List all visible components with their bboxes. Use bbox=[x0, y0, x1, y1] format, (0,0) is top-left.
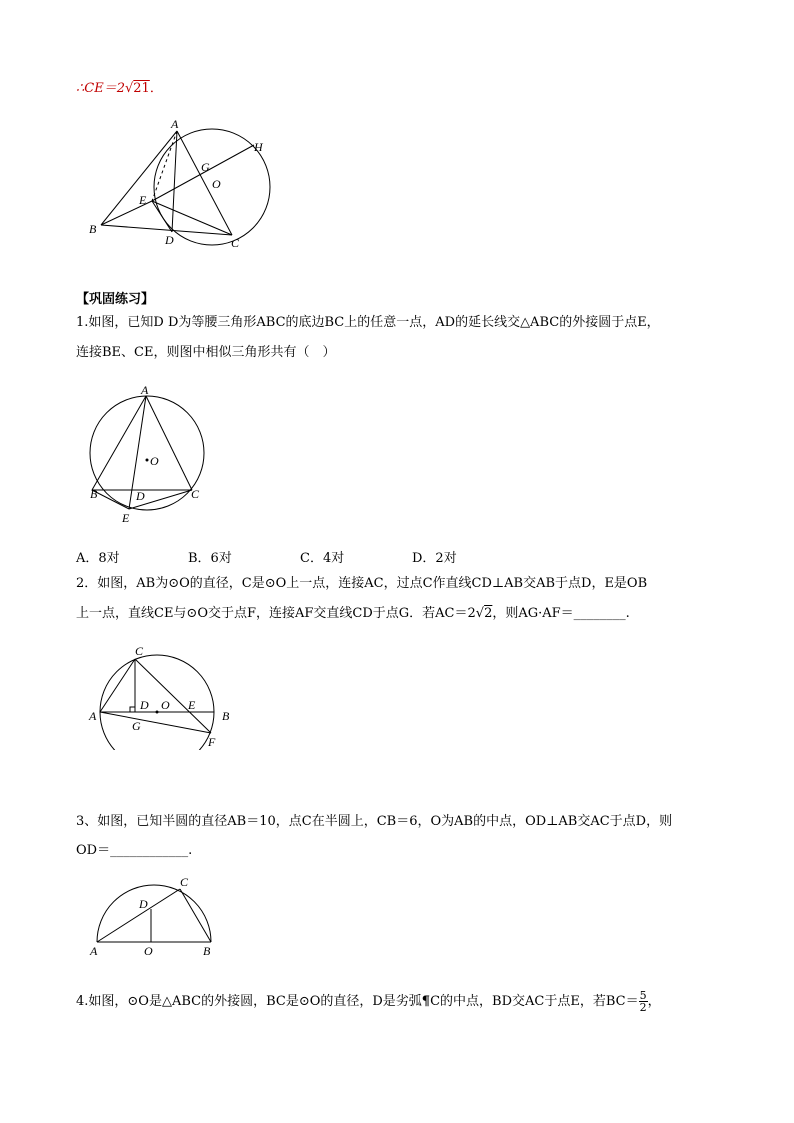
q2-line1: 2．如图，AB为⊙O的直径，C是⊙O上一点，连接AC，过点C作直线CD⊥AB交AB于点D，E是OB bbox=[76, 576, 648, 591]
fig3-label-C: C bbox=[135, 644, 144, 658]
fig2-circle bbox=[90, 396, 204, 510]
fig3-center-dot bbox=[156, 711, 159, 714]
fig3-label-O: O bbox=[161, 698, 170, 712]
fig2-label-D: D bbox=[136, 489, 145, 503]
fig3-label-B: B bbox=[222, 709, 230, 723]
q1-option-d: D．2对 bbox=[412, 551, 457, 566]
fig1-label-A: A bbox=[171, 117, 179, 131]
q4-fraction bbox=[639, 990, 648, 1013]
fig3-label-D: D bbox=[140, 698, 149, 712]
fig3-label-G: G bbox=[132, 719, 141, 733]
q4-line1 bbox=[76, 990, 661, 1013]
fig2-line-BE bbox=[92, 490, 129, 509]
q1-line1: 1.如图，已知D D为等腰三角形ABC的底边BC上的任意一点，AD的延长线交△ABC的外接圆于点E， bbox=[76, 315, 660, 330]
q2-line2-a: 上一点，直线CE与⊙O交于点F，连接AF交直线CD于点G．若AC＝2 bbox=[76, 606, 476, 621]
q2-radicand: 2 bbox=[484, 606, 493, 621]
result-prefix: ∴CE＝2 bbox=[76, 81, 125, 96]
fig2-center-dot bbox=[146, 459, 149, 462]
fig4-line-CB bbox=[180, 889, 211, 942]
fig3-line-AC bbox=[100, 659, 135, 712]
fig1-label-C: C bbox=[231, 236, 240, 250]
fig3-line-CF bbox=[135, 659, 211, 733]
fig4-label-D: D bbox=[139, 897, 148, 911]
q2-line2 bbox=[76, 605, 630, 623]
fig1-label-G: G bbox=[201, 160, 210, 174]
q4-line1-a: 4.如图，⊙O是△ABC的外接圆，BC是⊙O的直径，D是劣弧 bbox=[76, 994, 422, 1009]
figure-2 bbox=[84, 380, 214, 525]
fig1-label-D: D bbox=[165, 233, 174, 247]
fig1-label-O: O bbox=[212, 177, 221, 191]
fig1-label-E: E bbox=[139, 193, 147, 207]
section-title: 【巩固练习】 bbox=[76, 292, 155, 307]
fig3-label-A: A bbox=[89, 709, 97, 723]
fig4-label-C: C bbox=[180, 875, 189, 889]
result-radicand: 21 bbox=[133, 81, 150, 96]
q3-line2: OD＝____________. bbox=[76, 843, 193, 858]
fig1-line-AD bbox=[172, 131, 177, 232]
fig4-label-A: A bbox=[90, 944, 98, 958]
q4-line1-b: C的中点，BD交AC于点E，若BC＝ bbox=[430, 994, 639, 1009]
result-line bbox=[76, 80, 163, 98]
fig2-label-C: C bbox=[191, 487, 200, 501]
sqrt-symbol: √ bbox=[475, 606, 485, 621]
fig1-label-H: H bbox=[254, 140, 263, 154]
fig2-label-A: A bbox=[141, 383, 149, 397]
fig4-label-B: B bbox=[203, 944, 211, 958]
sqrt-symbol: √ bbox=[124, 81, 134, 96]
q4-line1-c: ， bbox=[647, 994, 661, 1009]
fig3-label-E: E bbox=[188, 698, 196, 712]
figure-3 bbox=[86, 640, 236, 750]
fig3-circle bbox=[100, 655, 214, 750]
q1-line2: 连接BE、CE，则图中相似三角形共有（ ） bbox=[76, 345, 336, 360]
fig3-label-F: F bbox=[208, 735, 216, 749]
fig2-label-B: B bbox=[90, 487, 98, 501]
fig3-line-AF bbox=[100, 712, 211, 733]
q4-frac-num: 5 bbox=[639, 989, 647, 1002]
q1-option-c: C．4对 bbox=[300, 551, 345, 566]
q1-option-a: A．8对 bbox=[76, 551, 120, 566]
fig1-line-AB bbox=[101, 131, 177, 225]
q4-frac-den: 2 bbox=[639, 1001, 647, 1014]
fig3-right-angle bbox=[130, 707, 135, 712]
fig4-label-O: O bbox=[144, 944, 153, 958]
fig2-label-O: O bbox=[150, 454, 159, 468]
fig1-line-AE bbox=[152, 131, 177, 201]
figure-1 bbox=[84, 115, 284, 255]
q3-line1: 3、如图，已知半圆的直径AB＝10，点C在半圆上，CB＝6，O为AB的中点，OD⊥AB交AC于点D，则 bbox=[76, 814, 673, 829]
fig2-label-E: E bbox=[122, 511, 130, 525]
figure-4 bbox=[86, 872, 216, 962]
q2-line2-b: ，则AG·AF＝________. bbox=[492, 606, 630, 621]
q4-arc-glyph: ¶ bbox=[421, 994, 431, 1009]
fig1-label-B: B bbox=[89, 222, 97, 236]
q1-option-b: B．6对 bbox=[188, 551, 232, 566]
result-suffix: ． bbox=[149, 81, 163, 96]
fig2-line-AB bbox=[92, 396, 146, 490]
